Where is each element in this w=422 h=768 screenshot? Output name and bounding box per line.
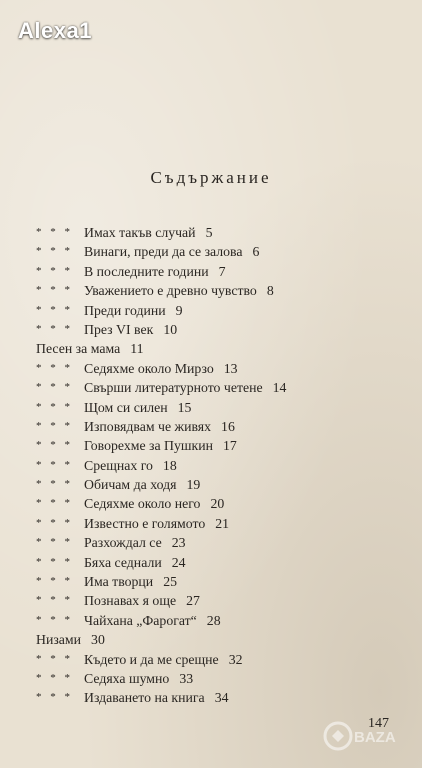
toc-entry-title: Седяхме около него xyxy=(84,496,201,512)
toc-entry-title: Има творци xyxy=(84,574,154,590)
toc-entry-stars: * * * xyxy=(36,613,73,626)
toc-entry-stars: * * * xyxy=(36,671,73,684)
toc-entry xyxy=(36,359,406,378)
toc-entry-title: Обичам да ходя xyxy=(84,477,177,493)
toc-entry xyxy=(36,611,406,630)
toc-heading: Съдържание xyxy=(150,168,272,187)
toc-entry-stars: * * * xyxy=(36,691,73,704)
toc-entry-title: Известно е голямото xyxy=(84,515,206,531)
toc-entry-page: 24 xyxy=(171,554,186,570)
toc-entry-page: 11 xyxy=(130,341,144,357)
toc-entry-page: 34 xyxy=(214,690,229,706)
toc-entry-page: 19 xyxy=(186,477,201,493)
page-number: 147 xyxy=(368,716,389,731)
toc-entry-page: 18 xyxy=(162,457,177,473)
toc-entry-stars: * * * xyxy=(36,226,73,238)
toc-entry-page: 32 xyxy=(228,651,243,667)
toc-entry-stars: * * * xyxy=(36,245,73,258)
toc-entry-title: Винаги, преди да се залова xyxy=(84,244,243,260)
toc-entry xyxy=(36,533,406,552)
toc-entry-title: Разхождал се xyxy=(84,535,162,551)
toc-entry-title: Срещнах го xyxy=(84,457,153,473)
toc-entry-page: 15 xyxy=(177,399,192,415)
toc-entry xyxy=(36,378,406,397)
toc-entry xyxy=(36,398,406,417)
table-of-contents xyxy=(36,223,406,708)
toc-entry-stars: * * * xyxy=(36,555,73,568)
toc-entry-stars: * * * xyxy=(36,516,73,529)
toc-entry xyxy=(36,591,406,610)
toc-entry xyxy=(36,669,406,688)
toc-entry-page: 8 xyxy=(266,283,274,299)
toc-entry-stars: * * * xyxy=(36,652,73,665)
toc-entry xyxy=(36,436,406,455)
toc-entry xyxy=(36,494,406,513)
toc-entry-stars: * * * xyxy=(36,264,73,277)
toc-entry-page: 30 xyxy=(91,632,105,648)
toc-entry-stars: * * * xyxy=(36,536,73,549)
toc-entry-page: 17 xyxy=(223,438,237,454)
toc-entry-page: 7 xyxy=(218,263,226,279)
toc-entry xyxy=(36,281,406,300)
toc-entry xyxy=(36,262,406,281)
toc-entry-stars: * * * xyxy=(36,361,73,374)
toc-entry-title: Говорехме за Пушкин xyxy=(84,438,214,454)
toc-entry xyxy=(36,301,406,320)
toc-entry-page: 6 xyxy=(252,244,260,260)
toc-entry-title: Имах такъв случай xyxy=(84,225,196,240)
toc-entry-page: 5 xyxy=(205,225,213,240)
toc-entry xyxy=(36,688,406,707)
toc-entry-title: Свърши литературното четене xyxy=(84,380,263,396)
toc-entry-stars: * * * xyxy=(36,497,73,510)
toc-entry-title: В последните години xyxy=(84,263,209,279)
toc-entry-page: 33 xyxy=(179,670,194,686)
toc-entry-stars: * * * xyxy=(36,575,73,588)
toc-entry-page: 23 xyxy=(171,535,186,551)
toc-entry xyxy=(36,475,406,494)
svg-text:BAZA: BAZA xyxy=(354,729,396,746)
toc-entry-title: Познавах я още xyxy=(84,593,177,609)
toc-entry-title: Седяхме около Мирзо xyxy=(84,360,214,376)
toc-entry-page: 20 xyxy=(210,496,225,512)
toc-entry-stars: * * * xyxy=(36,439,73,452)
toc-entry-stars: * * * xyxy=(36,594,73,607)
toc-entry-stars: * * * xyxy=(36,322,73,335)
toc-entry-stars: * * * xyxy=(36,458,73,471)
toc-entry xyxy=(36,223,406,242)
bazar-logo xyxy=(322,714,412,758)
toc-entry-stars: * * * xyxy=(36,478,73,491)
toc-entry xyxy=(36,650,406,669)
toc-entry xyxy=(36,456,406,475)
toc-entry-page: 9 xyxy=(175,302,183,318)
toc-entry-stars: * * * xyxy=(36,284,73,297)
watermark-alexa1: Alexa1 xyxy=(18,18,92,43)
toc-entry-title: Щом си силен xyxy=(84,399,168,415)
toc-entry xyxy=(36,514,406,533)
toc-entry-stars: * * * xyxy=(36,400,73,413)
toc-entry-title: През VI век xyxy=(84,321,154,337)
toc-entry xyxy=(36,630,406,649)
toc-entry-stars: * * * xyxy=(36,303,73,316)
toc-entry-title: Седяха шумно xyxy=(84,670,170,686)
toc-entry-title: Където и да ме срещне xyxy=(84,651,219,667)
toc-entry xyxy=(36,553,406,572)
toc-entry-page: 25 xyxy=(163,574,177,590)
toc-entry-title: Чайхана „Фарогат“ xyxy=(84,612,197,628)
toc-entry-page: 21 xyxy=(215,515,230,531)
toc-entry-page: 14 xyxy=(272,380,287,396)
toc-entry xyxy=(36,339,406,358)
toc-entry xyxy=(36,417,406,436)
toc-entry-stars: * * * xyxy=(36,381,73,394)
toc-entry-page: 13 xyxy=(223,360,238,376)
toc-entry-title: Бяха седнали xyxy=(84,554,162,570)
toc-entry-page: 16 xyxy=(221,418,235,434)
toc-entry-title: Издаването на книга xyxy=(84,690,205,706)
toc-entry-title: Преди години xyxy=(84,302,166,318)
toc-entry-title: Изповядвам че живях xyxy=(84,418,212,434)
toc-entry-page: 27 xyxy=(186,593,200,609)
toc-entry-page: 28 xyxy=(206,612,221,628)
toc-entry-title: Низами xyxy=(36,632,82,648)
toc-entry xyxy=(36,320,406,339)
toc-entry xyxy=(36,242,406,261)
toc-entry-title: Песен за мама xyxy=(36,341,121,357)
toc-entry-stars: * * * xyxy=(36,419,73,432)
toc-entry-page: 10 xyxy=(163,321,178,337)
toc-entry xyxy=(36,572,406,591)
toc-entry-title: Уважението е древно чувство xyxy=(84,283,257,299)
